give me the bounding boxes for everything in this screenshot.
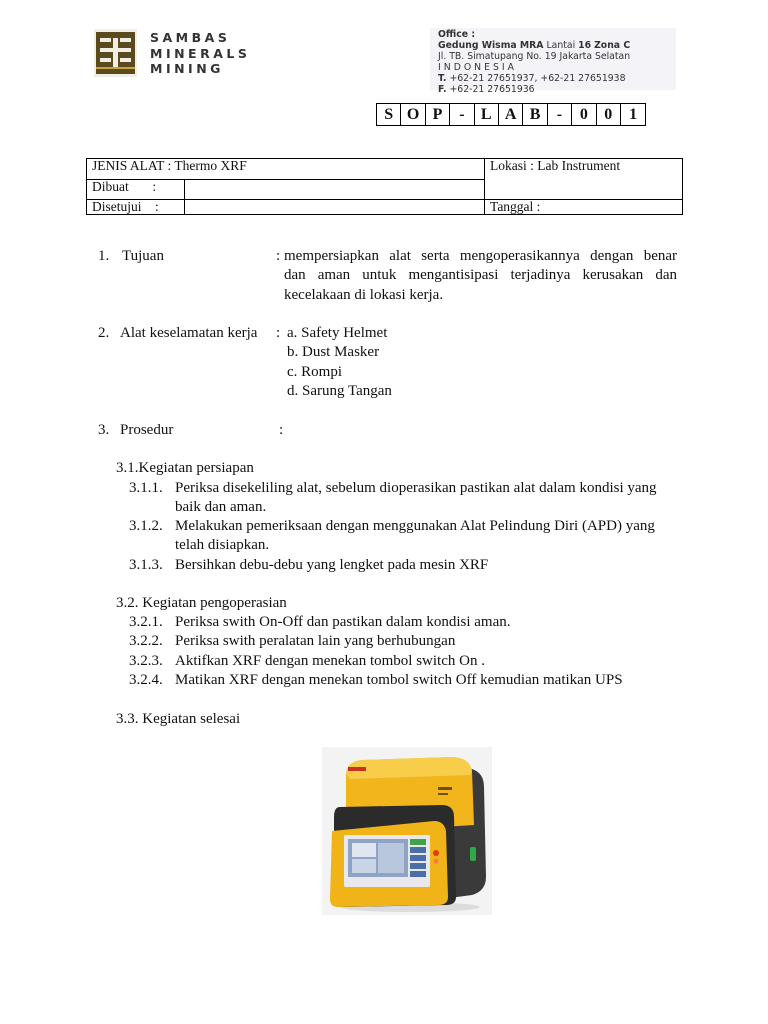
tujuan-text: dan aman untuk mengantisipasi terjadinya kerusakan dan kecelakaan di lokasi kerja. — [284, 267, 677, 303]
sop-code — [376, 103, 646, 126]
subsection-title-3-2: 3.2. Kegiatan pengoperasian — [116, 595, 287, 611]
sop-code-char: 0 — [572, 104, 596, 125]
alat-colon: : — [276, 325, 281, 341]
sop-code-char: P — [426, 104, 450, 125]
step-number: 3.2.1. — [129, 614, 163, 630]
office-floor-number: 16 — [578, 40, 592, 51]
alat-label: Alat keselamatan kerja — [120, 325, 258, 341]
sop-code-char: 1 — [629, 106, 638, 123]
step-text: baik dan aman. — [175, 499, 267, 516]
step-text: Periksa swith On-Off dan pastikan dalam kondisi aman. — [175, 614, 511, 630]
sop-code-char: - — [450, 104, 474, 125]
logo-line: MINERALS — [150, 45, 251, 61]
alat-number: 2. — [98, 325, 110, 341]
phone-prefix: T. — [438, 73, 447, 84]
prosedur-colon: : — [279, 422, 284, 438]
step-text: Bersihkan debu-debu yang lengket pada mesin XRF — [175, 557, 489, 573]
step-text: Periksa swith peralatan lain yang berhubungan — [175, 633, 456, 650]
office-phone — [438, 73, 630, 84]
alat-item: d. Sarung Tangan — [287, 383, 392, 400]
logo-mark-icon — [94, 29, 137, 77]
lokasi-cell: Lokasi : Lab Instrument — [485, 159, 683, 200]
tujuan-number: 1. — [98, 248, 110, 264]
fax-prefix: F. — [438, 84, 447, 95]
prosedur-label: Prosedur — [120, 422, 174, 438]
step-number: 3.2.4. — [129, 672, 163, 689]
tanggal-cell: Tanggal : — [485, 200, 683, 215]
logo-line: SAMBAS — [150, 30, 231, 45]
sop-code-char: L — [475, 104, 499, 125]
office-floor-label: Lantai — [546, 40, 576, 51]
sop-code-char: S — [377, 104, 401, 125]
disetujui-value — [185, 200, 485, 215]
jenis-alat-cell: JENIS ALAT : Thermo XRF — [87, 159, 485, 180]
company-logo — [94, 29, 251, 79]
step-text: Matikan XRF dengan menekan tombol switch Off kemudian matikan UPS — [175, 672, 623, 689]
step-number: 3.1.3. — [129, 557, 163, 573]
sop-code-char: - — [548, 104, 572, 125]
step-text: telah disiapkan. — [175, 537, 270, 554]
tujuan-label: Tujuan — [122, 248, 164, 264]
office-building — [438, 40, 630, 51]
dibuat-value — [185, 179, 485, 200]
office-building-name: Gedung Wisma MRA — [438, 40, 544, 51]
dibuat-label: Dibuat : — [87, 179, 185, 200]
step-number: 3.1.1. — [129, 480, 163, 496]
prosedur-number: 3. — [98, 422, 110, 438]
disetujui-label: Disetujui : — [87, 200, 185, 215]
alat-item: a. Safety Helmet — [287, 325, 388, 341]
office-address — [430, 28, 676, 95]
office-fax — [438, 84, 630, 95]
step-number: 3.2.2. — [129, 633, 163, 650]
logo-text — [150, 30, 250, 77]
sop-code-char: A — [499, 104, 523, 125]
xrf-instrument-photo — [322, 747, 492, 915]
info-table — [86, 158, 683, 215]
phone-numbers: +62-21 27651937, +62-21 27651938 — [449, 73, 626, 84]
office-street: Jl. TB. Simatupang No. 19 Jakarta Selatan — [438, 51, 631, 62]
sop-code-char: 0 — [597, 104, 621, 125]
step-number: 3.2.3. — [129, 652, 163, 669]
tujuan-text-line1: mempersiapkan alat serta mengoperasikannya dengan benar — [284, 248, 677, 264]
office-label: Office : — [438, 29, 476, 40]
alat-item: c. Rompi — [287, 363, 342, 380]
logo-line: MINING — [150, 61, 224, 76]
sop-code-char: B — [523, 104, 547, 125]
step-text: Periksa disekeliling alat, sebelum dioperasikan pastikan alat dalam kondisi yang — [175, 480, 657, 496]
step-text: Melakukan pemeriksaan dengan menggunakan Alat Pelindung Diri (APD) yang — [175, 518, 655, 534]
tujuan-colon: : — [276, 248, 281, 264]
subsection-title-3-1: 3.1.Kegiatan persiapan — [116, 460, 254, 476]
alat-item: b. Dust Masker — [287, 344, 380, 361]
step-number: 3.1.2. — [129, 518, 163, 534]
office-country: INDONESIA — [438, 62, 518, 73]
subsection-title-3-3: 3.3. Kegiatan selesai — [116, 711, 241, 727]
sop-code-char: O — [401, 104, 425, 125]
step-text: Aktifkan XRF dengan menekan tombol switch On . — [175, 652, 485, 669]
office-zone: Zona C — [594, 40, 631, 51]
fax-number: +62-21 27651936 — [449, 84, 535, 95]
